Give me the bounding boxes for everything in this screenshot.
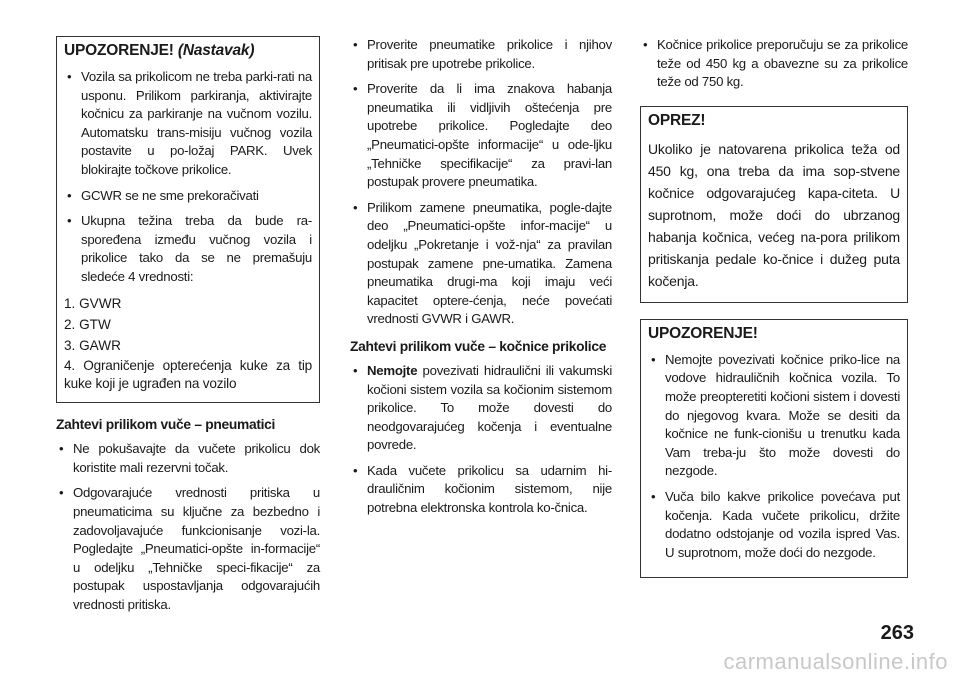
- list-item: • Kada vučete prikolicu sa udarnim hi-drauličnim kočionim sistemom, nije potrebna elektronska kontrola ko-čnica.: [350, 462, 612, 518]
- list-item: • Proverite pneumatike prikolice i njihov pritisak pre upotrebe prikolice.: [350, 36, 612, 73]
- brakes-bullet-list: [350, 362, 612, 518]
- tires-bullet-list: [56, 440, 320, 614]
- watermark-text: carmanualsonline.info: [723, 649, 948, 674]
- list-item: • Ne pokušavajte da vučete prikolicu dok koristite mali rezervni točak.: [56, 440, 320, 477]
- page-number: 263: [880, 622, 914, 644]
- list-item: • Nemojte povezivati hidraulični ili vakumski kočioni sistem vozila sa kočionim sistemom prikolice. To može dovesti do neodgovarajućeg kočenja i eventualne povrede.: [350, 362, 612, 455]
- numbered-item-gawr: 3. GAWR: [64, 337, 121, 353]
- warning-box-title: UPOZORENJE! (Nastavak): [64, 42, 255, 59]
- list-item: • Ukupna težina treba da bude ra-spoređena između vučnog vozila i prikolice tako da se ne premašuju sledeće 4 vrednosti:: [64, 212, 312, 286]
- numbered-item-gtw: 2. GTW: [64, 316, 111, 332]
- warning-bullet-list: [648, 351, 900, 563]
- list-item: • Odgovarajuće vrednosti pritiska u pneumaticima su ključne za bezbedno i zadovoljavajuće funkcionisanje vozi-la. Pogledajte „Pneumatici-opšte in-formacije“ u odeljku „Tehničke speci-fikacije“ za postupak uspostavljanja odgovarajućih vrednosti pritiska.: [56, 484, 320, 614]
- list-item: • Proverite da li ima znakova habanja pneumatika ili vidljivih oštećenja pre upotrebe prikolice. Pogledajte deo „Pneumatici-opšte informacije“ u ode-ljku „Tehničke specifikacije“ za pravi-lan postupak provere pneumatika.: [350, 80, 612, 192]
- list-item: • Vozila sa prikolicom ne treba parki-rati na usponu. Prilikom parkiranja, aktivirajte kočnicu za parkiranje na vučnom vozilu. Automatsku trans-misiju vučnog vozila postavite u po-ložaj PARK. Uvek blokirajte točkove prikolice.: [64, 68, 312, 180]
- list-item: • Vuča bilo kakve prikolice povećava put kočenja. Kada vučete prikolicu, držite dodatno odstojanje od vozila ispred Vas. U suprotnom, može doći do nezgode.: [648, 488, 900, 562]
- list-item: • GCWR se ne sme prekoračivati: [64, 187, 312, 206]
- column-middle: [350, 36, 612, 525]
- list-item: • Kočnice prikolice preporučuju se za prikolice teže od 450 kg a obavezne su za prikolice teže od 750 kg.: [640, 36, 908, 92]
- warning-box: [640, 319, 908, 579]
- numbered-item-hitch-limit: 4. Ograničenje opterećenja kuke za tip kuke koji je ugrađen na vozilo: [64, 357, 312, 392]
- column-left: [56, 36, 320, 621]
- column-right: [640, 36, 908, 578]
- caution-box-text: Ukoliko je natovarena prikolica teža od 450 kg, ona treba da ima sop-stvene kočnice odgovarajućeg kapa-citeta. U suprotnom, može doći do ubrzanog habanja kočnica, većeg na-pora prilikom pritiskanja pedale ko-čnice i dužeg puta kočenja.: [648, 140, 900, 289]
- warning-bullet-list: [64, 68, 312, 287]
- list-item: • Prilikom zamene pneumatika, pogle-dajte deo „Pneumatici-opšte infor-macije“ u odeljku „Pokretanje i vož-nja“ za pravilan postupak zamene pne-umatika. Zamena pneumatika drugi-ma koji imaju veći kapacitet optere-ćenja, neće povećati vrednosti GVWR i GAWR.: [350, 199, 612, 329]
- emphasis-text: Nemojte: [367, 362, 418, 378]
- warning-box-continued: [56, 36, 320, 403]
- section-heading-trailer-brakes: Zahtevi prilikom vuče – kočnice prikolice: [350, 338, 607, 354]
- numbered-item-gvwr: 1. GVWR: [64, 295, 122, 311]
- section-heading-tires: Zahtevi prilikom vuče – pneumatici: [56, 417, 276, 433]
- tire-check-bullet-list: [350, 36, 612, 329]
- warning-box-title: UPOZORENJE!: [648, 324, 758, 342]
- brake-requirement-list: [640, 36, 908, 92]
- caution-box: [640, 106, 908, 303]
- caution-box-title: OPREZ!: [648, 111, 706, 129]
- list-item: • Nemojte povezivati kočnice priko-lice na vodove hidrauličnih kočnica vozila. To može preopteretiti kočioni sistem i dovesti do njegovog kvara. Može se desiti da kočnice ne funk-cionišu u trenutku kada Vam treba-ju što može dovesti do nezgode.: [648, 351, 900, 481]
